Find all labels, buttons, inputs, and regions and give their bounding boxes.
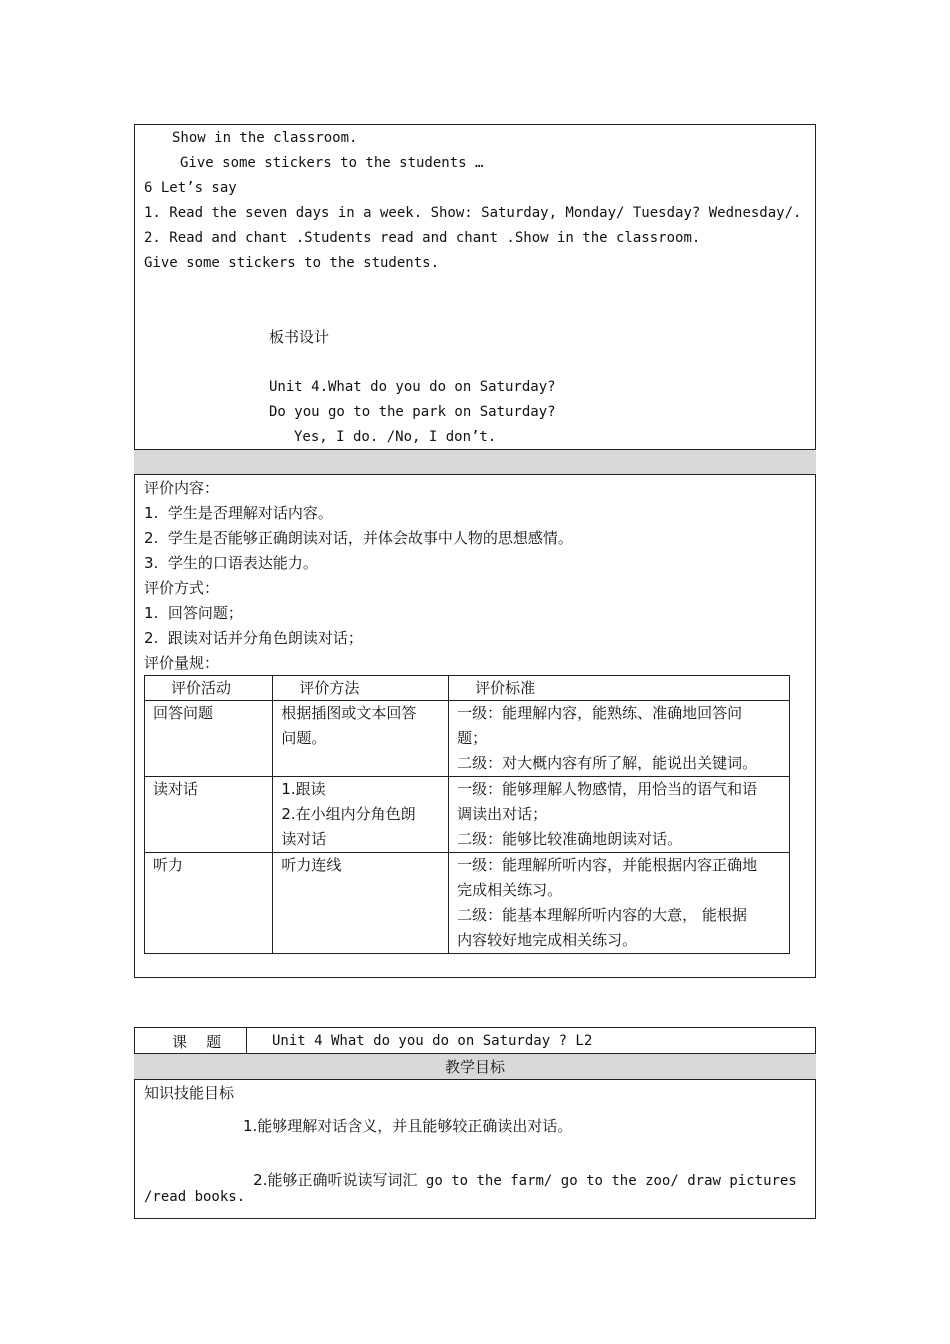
method-cell — [273, 701, 449, 777]
section-divider-band — [134, 449, 816, 475]
goal-item-continued: /read books. — [144, 1189, 246, 1205]
eval-line: 评价内容： — [144, 479, 220, 497]
standard-line: 题； — [457, 729, 488, 747]
eval-line: 2. 跟读对话并分角色朗读对话； — [144, 629, 363, 647]
activity-cell: 回答问题 — [145, 701, 273, 777]
standard-line: 二级：能够比较准确地朗读对话。 — [457, 830, 683, 848]
standard-line: 二级：能基本理解所听内容的大意， 能根据 — [457, 906, 747, 924]
standard-line: 完成相关练习。 — [457, 881, 563, 899]
text-line: 2. Read and chant .Students read and chant .Show in the classroom. — [144, 230, 701, 246]
goal-item — [243, 1150, 797, 1191]
eval-line: 3. 学生的口语表达能力。 — [144, 554, 318, 572]
goal-item: 1.能够理解对话含义，并且能够较正确读出对话。 — [243, 1117, 573, 1135]
board-line: Unit 4.What do you do on Saturday? — [269, 379, 556, 395]
eval-line: 1. 学生是否理解对话内容。 — [144, 504, 333, 522]
header-activity: 评价活动 — [145, 676, 273, 701]
board-design-title: 板书设计 — [269, 328, 330, 346]
standard-line: 调读出对话； — [457, 805, 548, 823]
eval-line: 1. 回答问题； — [144, 604, 243, 622]
eval-line: 评价方式： — [144, 579, 220, 597]
activity-cell: 读对话 — [145, 777, 273, 853]
standard-cell — [449, 701, 790, 777]
eval-line: 2. 学生是否能够正确朗读对话，并体会故事中人物的思想感情。 — [144, 529, 573, 547]
standard-line: 一级：能理解所听内容，并能根据内容正确地 — [457, 856, 758, 874]
method-line: 根据插图或文本回答 — [281, 704, 417, 722]
rubric-table — [144, 675, 790, 954]
standard-line: 一级：能理解内容，能熟练、准确地回答问 — [457, 704, 743, 722]
table-row — [145, 853, 790, 954]
standard-line: 一级：能够理解人物感情，用恰当的语气和语 — [457, 780, 758, 798]
board-line: Yes, I do. /No, I don’t. — [294, 429, 497, 445]
goal-text-en: go to the farm/ go to the zoo/ draw pictures — [417, 1173, 797, 1189]
text-line: 1. Read the seven days in a week. Show: Saturday, Monday/ Tuesday? Wednesday/. — [144, 205, 802, 221]
method-line: 听力连线 — [281, 856, 342, 874]
board-line: Do you go to the park on Saturday? — [269, 404, 556, 420]
method-cell — [273, 777, 449, 853]
text-line: 6 Let’s say — [144, 180, 237, 196]
rubric-header-row — [145, 676, 790, 701]
text-line: Show in the classroom. — [172, 130, 358, 146]
method-line: 2.在小组内分角色朗 — [281, 805, 416, 823]
eval-line: 评价量规： — [144, 654, 220, 672]
standard-cell — [449, 777, 790, 853]
standard-line: 二级：对大概内容有所了解，能说出关键词。 — [457, 754, 758, 772]
goal-text-cn: 2.能够正确听说读写词汇 — [253, 1171, 418, 1189]
text-line: Give some stickers to the students. — [144, 255, 440, 271]
topic-row-divider — [246, 1027, 247, 1053]
activity-cell: 听力 — [145, 853, 273, 954]
skills-subheading: 知识技能目标 — [144, 1084, 235, 1102]
topic-label: 课 题 — [172, 1033, 222, 1051]
table-row — [145, 701, 790, 777]
header-standard: 评价标准 — [449, 676, 790, 701]
standard-line: 内容较好地完成相关练习。 — [457, 931, 638, 949]
method-line: 问题。 — [281, 729, 327, 747]
text-line: Give some stickers to the students … — [180, 155, 484, 171]
topic-value: Unit 4 What do you do on Saturday ? L2 — [272, 1033, 593, 1049]
method-line: 读对话 — [281, 830, 327, 848]
table-row — [145, 777, 790, 853]
objectives-title: 教学目标 — [444, 1058, 505, 1076]
method-line: 1.跟读 — [281, 780, 326, 798]
standard-cell — [449, 853, 790, 954]
method-cell — [273, 853, 449, 954]
header-method: 评价方法 — [273, 676, 449, 701]
